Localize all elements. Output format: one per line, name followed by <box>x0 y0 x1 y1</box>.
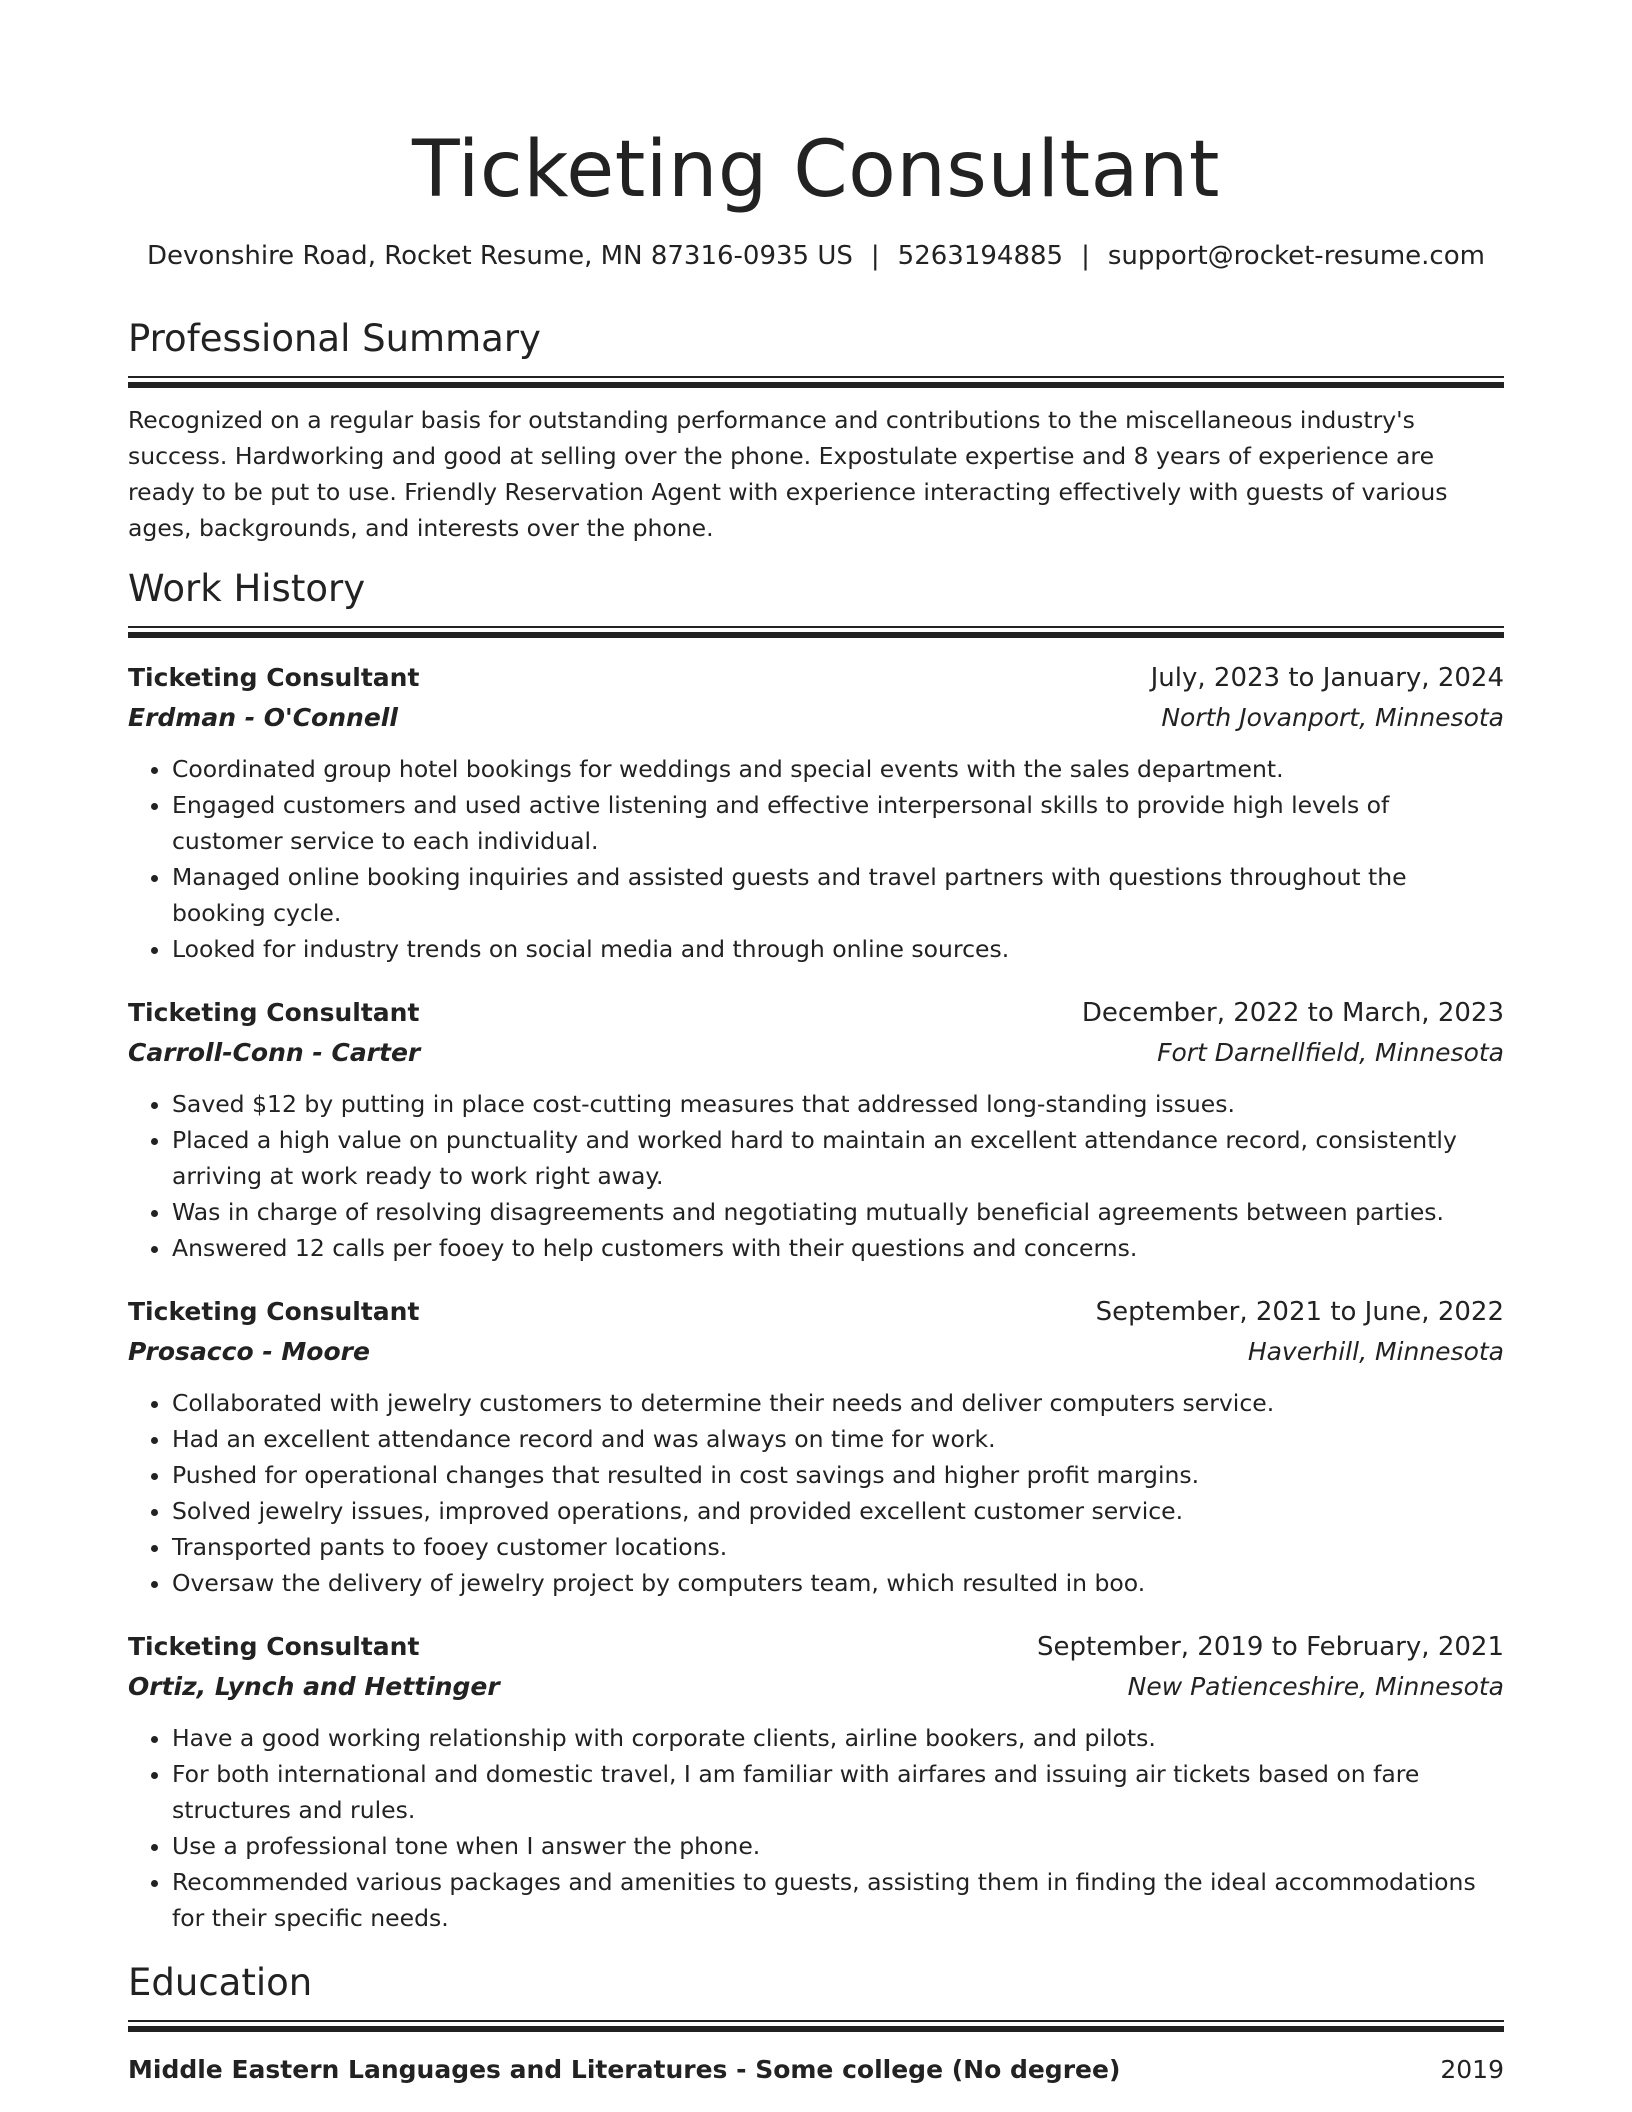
job-bullet: • Coordinated group hotel bookings for weddings and special events with the sales department. <box>172 751 1504 787</box>
job-bullet: • Managed online booking inquiries and assisted guests and travel partners with questions throughout the booking cycle. <box>172 859 1504 931</box>
job-dates: September, 2019 to February, 2021 <box>1037 1632 1504 1662</box>
job-company: Ortiz, Lynch and Hettinger <box>128 1672 500 1701</box>
job-bullet: • Placed a high value on punctuality and worked hard to maintain an excellent attendance record, consistently arriving at work ready to work right away. <box>172 1122 1504 1194</box>
job-bullet: • Oversaw the delivery of jewelry project by computers team, which resulted in boo. <box>172 1565 1504 1601</box>
job-bullet: • Saved $12 by putting in place cost-cutting measures that addressed long-standing issues. <box>172 1086 1504 1122</box>
job-bullet: • Was in charge of resolving disagreements and negotiating mutually beneficial agreements between parties. <box>172 1194 1504 1230</box>
education-section <box>128 1960 1504 2088</box>
contact-line <box>128 238 1504 274</box>
job-company: Prosacco - Moore <box>128 1337 370 1366</box>
job-company: Erdman - O'Connell <box>128 703 398 732</box>
job-bullet-list <box>128 1385 1504 1601</box>
job-company-row <box>128 1033 1504 1072</box>
job-title: Ticketing Consultant <box>128 1297 420 1326</box>
job-company-row <box>128 698 1504 737</box>
job-bullet: • Use a professional tone when I answer the phone. <box>172 1828 1504 1864</box>
work-history-section <box>128 566 1504 1936</box>
candidate-name: Ticketing Consultant <box>412 125 1220 215</box>
education-entry <box>128 2052 1504 2088</box>
job-list <box>128 658 1504 1936</box>
job-bullet: • Solved jewelry issues, improved operations, and provided excellent customer service. <box>172 1493 1504 1529</box>
job-bullet: • Recommended various packages and amenities to guests, assisting them in finding the ideal accommodations for their specific needs. <box>172 1864 1504 1936</box>
job-location: Haverhill, Minnesota <box>1247 1337 1504 1366</box>
job-bullet: • Had an excellent attendance record and was always on time for work. <box>172 1421 1504 1457</box>
job-bullet-list <box>128 1086 1504 1266</box>
section-title-work-history: Work History <box>128 567 366 610</box>
job-header-row <box>128 658 1504 698</box>
job-bullet: • Engaged customers and used active listening and effective interpersonal skills to provide high levels of customer service to each individual. <box>172 787 1504 859</box>
job-entry <box>128 993 1504 1266</box>
job-bullet: • Collaborated with jewelry customers to determine their needs and deliver computers service. <box>172 1385 1504 1421</box>
education-degree: Middle Eastern Languages and Literatures - Some college (No degree) <box>128 2055 1121 2084</box>
job-location: Fort Darnellfield, Minnesota <box>1157 1038 1504 1067</box>
contact-separator: | <box>870 241 880 271</box>
contact-address: Devonshire Road, Rocket Resume, MN 87316-0935 US <box>147 241 853 271</box>
job-header-row <box>128 993 1504 1033</box>
job-header-row <box>128 1627 1504 1667</box>
job-entry <box>128 1627 1504 1936</box>
section-divider <box>128 2020 1504 2032</box>
contact-email[interactable]: support@rocket-resume.com <box>1107 241 1485 271</box>
job-entry <box>128 1292 1504 1601</box>
contact-separator: | <box>1081 241 1090 271</box>
job-dates: July, 2023 to January, 2024 <box>1150 663 1504 693</box>
job-location: North Jovanport, Minnesota <box>1161 703 1504 732</box>
job-dates: September, 2021 to June, 2022 <box>1095 1297 1504 1327</box>
job-company: Carroll-Conn - Carter <box>128 1038 421 1067</box>
education-year: 2019 <box>1440 2055 1504 2084</box>
contact-phone: 5263194885 <box>897 241 1064 271</box>
job-company-row <box>128 1332 1504 1371</box>
section-title-education: Education <box>128 1961 313 2004</box>
job-bullet: • Looked for industry trends on social media and through online sources. <box>172 931 1504 967</box>
job-header-row <box>128 1292 1504 1332</box>
summary-section <box>128 316 1504 546</box>
job-bullet: • Pushed for operational changes that resulted in cost savings and higher profit margins. <box>172 1457 1504 1493</box>
job-bullet: • For both international and domestic travel, I am familiar with airfares and issuing air tickets based on fare structures and rules. <box>172 1756 1504 1828</box>
job-dates: December, 2022 to March, 2023 <box>1081 998 1504 1028</box>
job-title: Ticketing Consultant <box>128 1632 420 1661</box>
job-bullet: • Transported pants to fooey customer locations. <box>172 1529 1504 1565</box>
section-title-summary: Professional Summary <box>128 317 541 360</box>
job-entry <box>128 658 1504 967</box>
job-company-row <box>128 1667 1504 1706</box>
job-bullet: • Have a good working relationship with corporate clients, airline bookers, and pilots. <box>172 1720 1504 1756</box>
section-divider <box>128 626 1504 638</box>
job-bullet-list <box>128 751 1504 967</box>
job-title: Ticketing Consultant <box>128 998 420 1027</box>
job-bullet: • Answered 12 calls per fooey to help customers with their questions and concerns. <box>172 1230 1504 1266</box>
job-bullet-list <box>128 1720 1504 1936</box>
job-title: Ticketing Consultant <box>128 663 420 692</box>
summary-text: Recognized on a regular basis for outstanding performance and contributions to the miscellaneous industry's success. Hardworking and good at selling over the phone. Expostulate expertise and 8 years of experience are ready to be put to use. Friendly Reservation Agent with experience interacting effectively with guests of various ages, backgrounds, and interests over the phone. <box>128 406 1448 542</box>
job-location: New Patienceshire, Minnesota <box>1127 1672 1504 1701</box>
section-divider <box>128 376 1504 388</box>
